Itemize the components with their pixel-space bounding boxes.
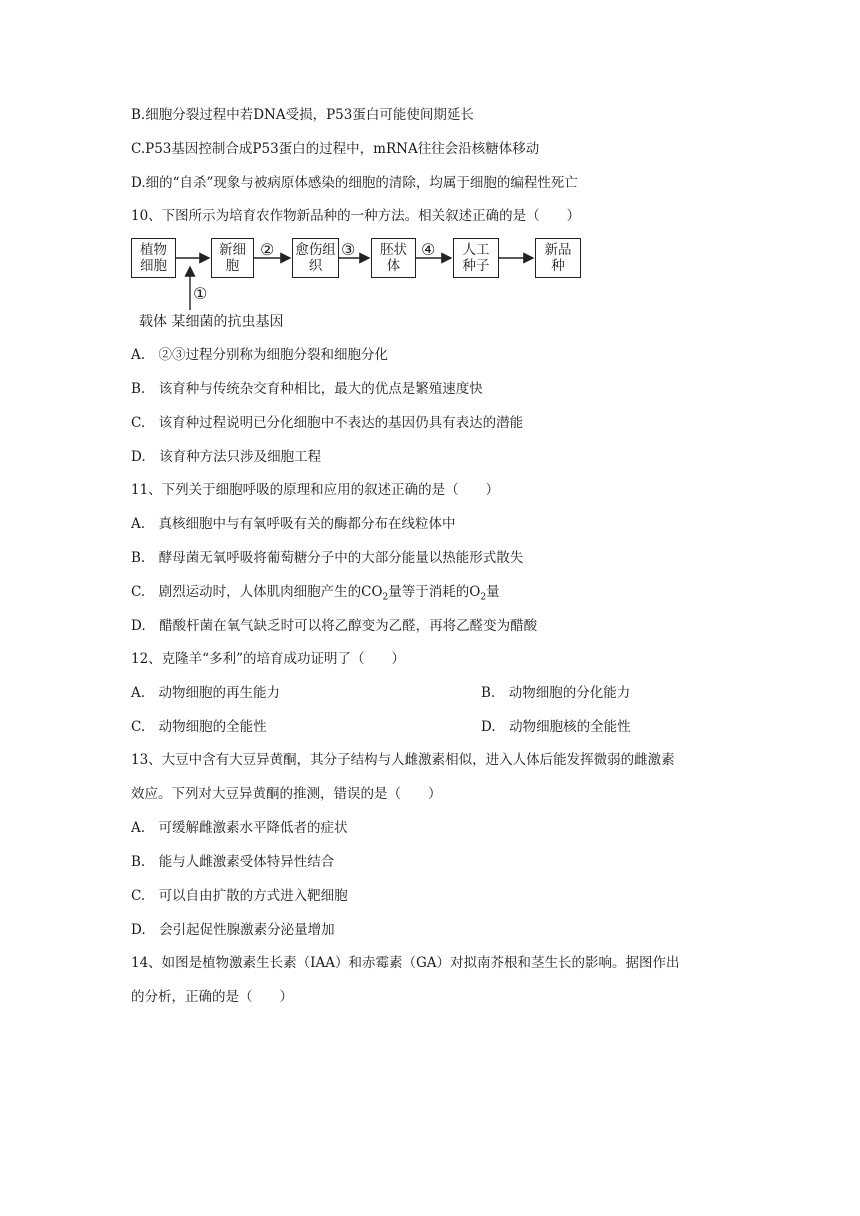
q11-option-a: A. 真核细胞中与有氧呼吸有关的酶都分布在线粒体中 — [131, 516, 456, 532]
q10-option-d: D. 该育种方法只涉及细胞工程 — [131, 449, 322, 465]
q13-stem-line-2: 效应。下列对大豆异黄酮的推测，错误的是（ ） — [131, 786, 442, 802]
box-new-cell: 新细胞 — [211, 238, 254, 278]
flow-input-label: 载体 某细菌的抗虫基因 — [139, 314, 284, 330]
box-artificial-seed: 人工种子 — [453, 238, 499, 278]
q13-option-b: B. 能与人雌激素受体特异性结合 — [131, 854, 335, 870]
q13-option-c: C. 可以自由扩散的方式进入靶细胞 — [131, 888, 348, 904]
q14-stem-line-2: 的分析，正确的是（ ） — [131, 989, 293, 1005]
box-plant-cell: 植物细胞 — [131, 238, 176, 278]
q12-option-a: A. 动物细胞的再生能力 — [131, 685, 281, 701]
q9-option-c: C.P53基因控制合成P53蛋白的过程中，mRNA往往会沿核糖体移动 — [131, 141, 540, 157]
q12-option-c: C. 动物细胞的全能性 — [131, 719, 267, 735]
q12-stem: 12、克隆羊“多利”的培育成功证明了（ ） — [131, 651, 405, 667]
q10-stem: 10、下图所示为培育农作物新品种的一种方法。相关叙述正确的是（ ） — [131, 208, 581, 224]
box-embryoid: 胚状体 — [371, 238, 416, 278]
q12-option-d: D. 动物细胞核的全能性 — [481, 719, 631, 735]
q12-option-b: B. 动物细胞的分化能力 — [481, 685, 631, 701]
q14-stem-line-1: 14、如图是植物激素生长素（IAA）和赤霉素（GA）对拟南芥根和茎生长的影响。据图作出 — [131, 955, 680, 971]
q13-stem-line-1: 13、大豆中含有大豆异黄酮，其分子结构与人雌激素相似，进入人体后能发挥微弱的雌激素 — [131, 752, 675, 768]
box-new-variety: 新品种 — [535, 238, 581, 278]
step-3-label: ③ — [341, 240, 356, 259]
q10-flow-diagram — [131, 234, 591, 334]
q9-option-d: D.细的“自杀”现象与被病原体感染的细胞的清除，均属于细胞的编程性死亡 — [131, 175, 578, 191]
step-4-label: ④ — [421, 240, 436, 259]
q11-option-d: D. 醋酸杆菌在氧气缺乏时可以将乙醇变为乙醛，再将乙醛变为醋酸 — [131, 618, 538, 634]
q10-option-c: C. 该育种过程说明已分化细胞中不表达的基因仍具有表达的潜能 — [131, 415, 524, 431]
q13-option-d: D. 会引起促性腺激素分泌量增加 — [131, 922, 335, 938]
box-callus: 愈伤组织 — [292, 238, 339, 278]
q9-option-b: B.细胞分裂过程中若DNA受损，P53蛋白可能使间期延长 — [131, 107, 474, 123]
q11-option-c: C. 剧烈运动时，人体肌肉细胞产生的$CO_2$量等于消耗的$O_2$量 — [131, 584, 500, 603]
step-1-label: ① — [193, 284, 208, 303]
q11-option-b: B. 酵母菌无氧呼吸将葡萄糖分子中的大部分能量以热能形式散失 — [131, 550, 524, 566]
q10-option-b: B. 该育种与传统杂交育种相比，最大的优点是繁殖速度快 — [131, 381, 483, 397]
step-2-label: ② — [260, 240, 275, 259]
q10-option-a: A. ②③过程分别称为细胞分裂和细胞分化 — [131, 347, 389, 363]
q11-stem: 11、下列关于细胞呼吸的原理和应用的叙述正确的是（ ） — [131, 482, 500, 498]
q13-option-a: A. 可缓解雌激素水平降低者的症状 — [131, 820, 348, 836]
